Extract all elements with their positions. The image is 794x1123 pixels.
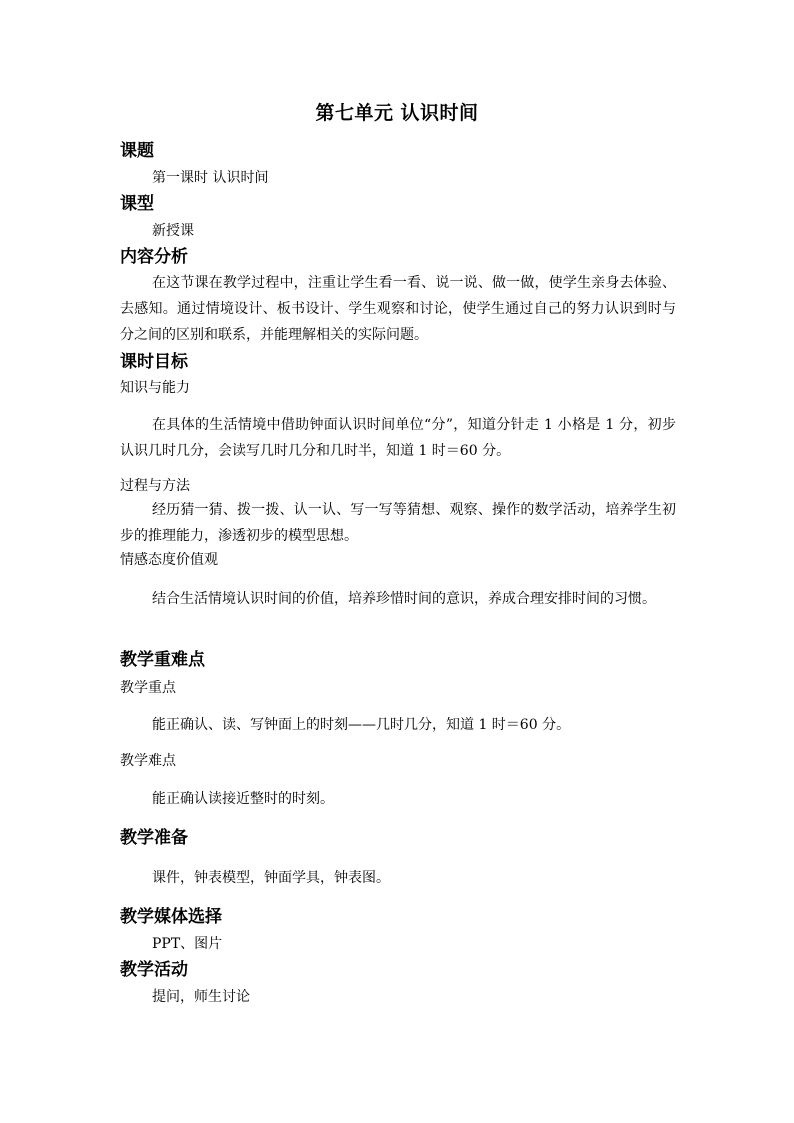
objectives-heading: 课时目标 bbox=[120, 352, 188, 372]
activities-text: 提问，师生讨论 bbox=[152, 989, 250, 1005]
preparation-text: 课件，钟表模型，钟面学具，钟表图。 bbox=[152, 870, 390, 886]
focus-label: 教学重点 bbox=[120, 680, 176, 696]
process-label: 过程与方法 bbox=[120, 478, 190, 494]
topic-heading: 课题 bbox=[120, 141, 154, 161]
media-text: PPT、图片 bbox=[152, 936, 223, 952]
topic-text: 第一课时 认识时间 bbox=[152, 170, 269, 186]
lesson-type-heading: 课型 bbox=[120, 194, 154, 214]
key-points-heading: 教学重难点 bbox=[120, 650, 205, 670]
media-heading: 教学媒体选择 bbox=[120, 907, 222, 927]
lesson-type-text: 新授课 bbox=[152, 223, 194, 239]
process-text: 经历猜一猜、拨一拨、认一认、写一写等猜想、观察、操作的数学活动，培养学生初步的推理能力，渗透初步的模型思想。 bbox=[120, 502, 676, 544]
document-title: 第七单元 认识时间 bbox=[315, 102, 479, 124]
activities-heading: 教学活动 bbox=[120, 960, 188, 980]
emotion-text: 结合生活情境认识时间的价值，培养珍惜时间的意识，养成合理安排时间的习惯。 bbox=[152, 591, 656, 607]
difficulty-text: 能正确认读接近整时的时刻。 bbox=[152, 791, 334, 807]
preparation-heading: 教学准备 bbox=[120, 828, 188, 848]
focus-text: 能正确认、读、写钟面上的时刻——几时几分，知道 1 时＝60 分。 bbox=[152, 717, 571, 733]
difficulty-label: 教学难点 bbox=[120, 753, 176, 769]
content-analysis-heading: 内容分析 bbox=[120, 247, 188, 267]
emotion-label: 情感态度价值观 bbox=[120, 552, 218, 568]
knowledge-label: 知识与能力 bbox=[120, 380, 190, 396]
knowledge-text: 在具体的生活情境中借助钟面认识时间单位“分”，知道分针走 1 小格是 1 分，初步认识几时几分，会读写几时几分和几时半，知道 1 时＝60 分。 bbox=[120, 417, 676, 459]
content-analysis-text: 在这节课在教学过程中，注重让学生看一看、说一说、做一做，使学生亲身去体验、去感知。通过情境设计、板书设计、学生观察和讨论，使学生通过自己的努力认识到时与分之间的区别和联系，并能理解相关的实际问题。 bbox=[120, 275, 676, 343]
